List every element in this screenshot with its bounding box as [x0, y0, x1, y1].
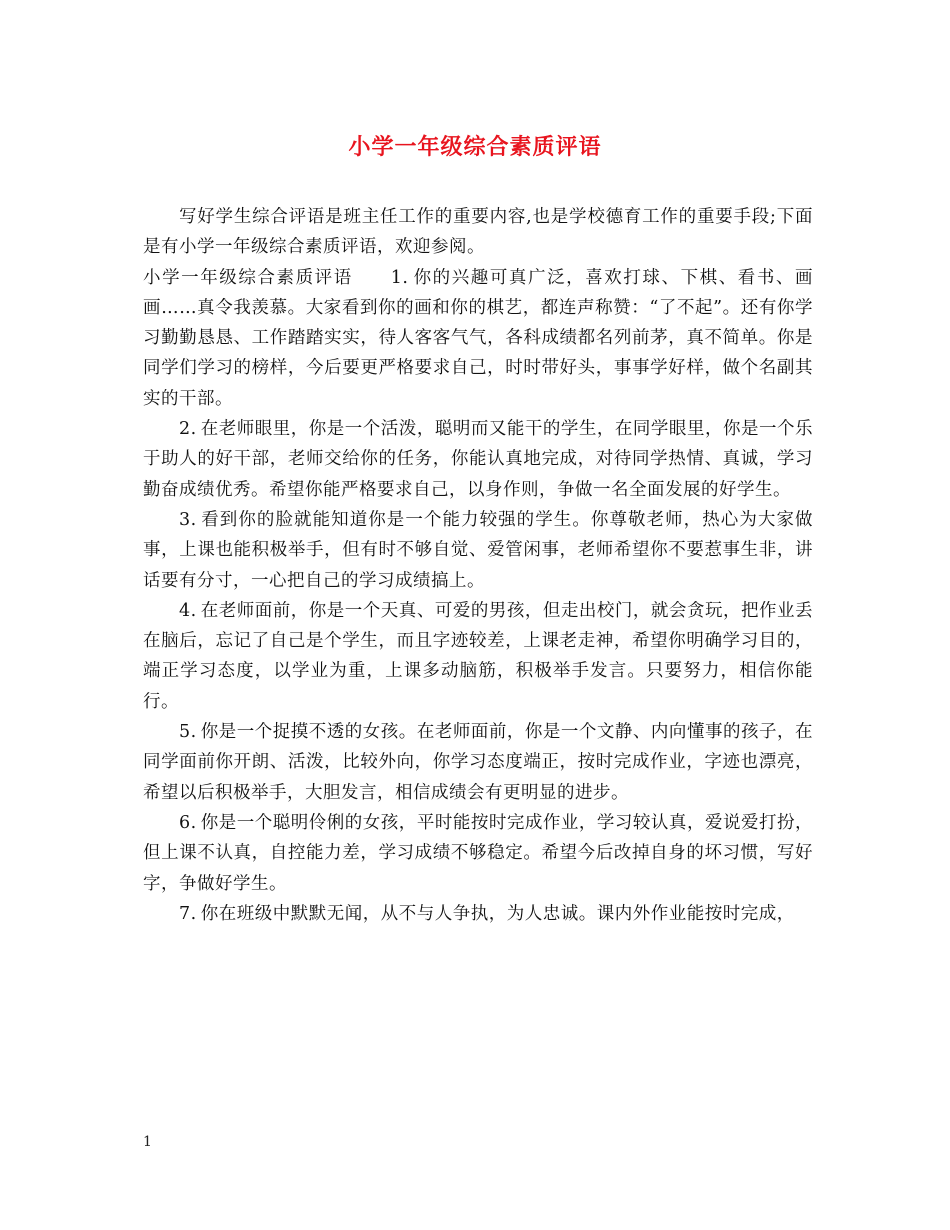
paragraph-number: 5.	[179, 722, 197, 743]
paragraph-number: 7.	[179, 903, 197, 924]
page-number: 1	[143, 1134, 152, 1150]
paragraph-text: 在老师眼里，你是一个活泼，聪明而又能干的学生，在同学眼里，你是一个乐于助人的好干部，老师交给你的任务，你能认真地完成，对待同学热情、真诚，学习勤奋成绩优秀。希望你能严格要求自己，以身作则，争做一名全面发展的好学生。	[143, 419, 813, 500]
paragraph-number: 6.	[179, 812, 197, 833]
paragraph-number: 3.	[179, 509, 197, 530]
paragraph-1	[143, 263, 813, 414]
document-title: 小学一年级综合素质评语	[348, 134, 602, 160]
document-body	[143, 202, 813, 929]
paragraph-number: 2.	[179, 419, 197, 440]
paragraph-number: 4.	[179, 600, 197, 621]
paragraph-text: 你的兴趣可真广泛，喜欢打球、下棋、看书、画画……真令我羡慕。大家看到你的画和你的棋艺，都连声称赞：“了不起”。还有你学习勤勤恳恳、工作踏踏实实，待人客客气气，各科成绩都名列前茅，真不简单。你是同学们学习的榜样，今后要更严格要求自己，时时带好头，事事学好样，做个名副其实的干部。	[143, 267, 814, 409]
paragraph-4	[143, 596, 813, 717]
paragraph-text: 你是一个捉摸不透的女孩。在老师面前，你是一个文静、内向懂事的孩子，在同学面前你开朗、活泼，比较外向，你学习态度端正，按时完成作业，字迹也漂亮，希望以后积极举手，大胆发言，相信成绩会有更明显的进步。	[143, 722, 813, 803]
paragraph-5	[143, 717, 813, 808]
paragraph-text: 你是一个聪明伶俐的女孩，平时能按时完成作业，学习较认真，爱说爱打扮，但上课不认真，自控能力差，学习成绩不够稳定。希望今后改掉自身的坏习惯，写好字，争做好学生。	[143, 812, 813, 894]
paragraph-2	[143, 414, 813, 505]
paragraph-3	[143, 505, 813, 596]
paragraph-7	[143, 899, 813, 929]
intro-paragraph: 写好学生综合评语是班主任工作的重要内容,也是学校德育工作的重要手段;下面是有小学一年级综合素质评语，欢迎参阅。	[143, 207, 813, 258]
paragraph-number: 1.	[390, 267, 409, 288]
section-label: 小学一年级综合素质评语	[143, 267, 353, 288]
paragraph-6	[143, 808, 813, 899]
paragraph-text: 在老师面前，你是一个天真、可爱的男孩，但走出校门，就会贪玩，把作业丢在脑后，忘记了自己是个学生，而且字迹较差，上课老走神，希望你明确学习目的，端正学习态度，以学业为重，上课多动脑筋，积极举手发言。只要努力，相信你能行。	[143, 600, 813, 712]
paragraph-text: 你在班级中默默无闻，从不与人争执，为人忠诚。课内外作业能按时完成，	[200, 903, 795, 924]
paragraph-text: 看到你的脸就能知道你是一个能力较强的学生。你尊敬老师，热心为大家做事，上课也能积极举手，但有时不够自觉、爱管闲事，老师希望你不要惹事生非，讲话要有分寸，一心把自己的学习成绩搞上。	[143, 509, 813, 591]
